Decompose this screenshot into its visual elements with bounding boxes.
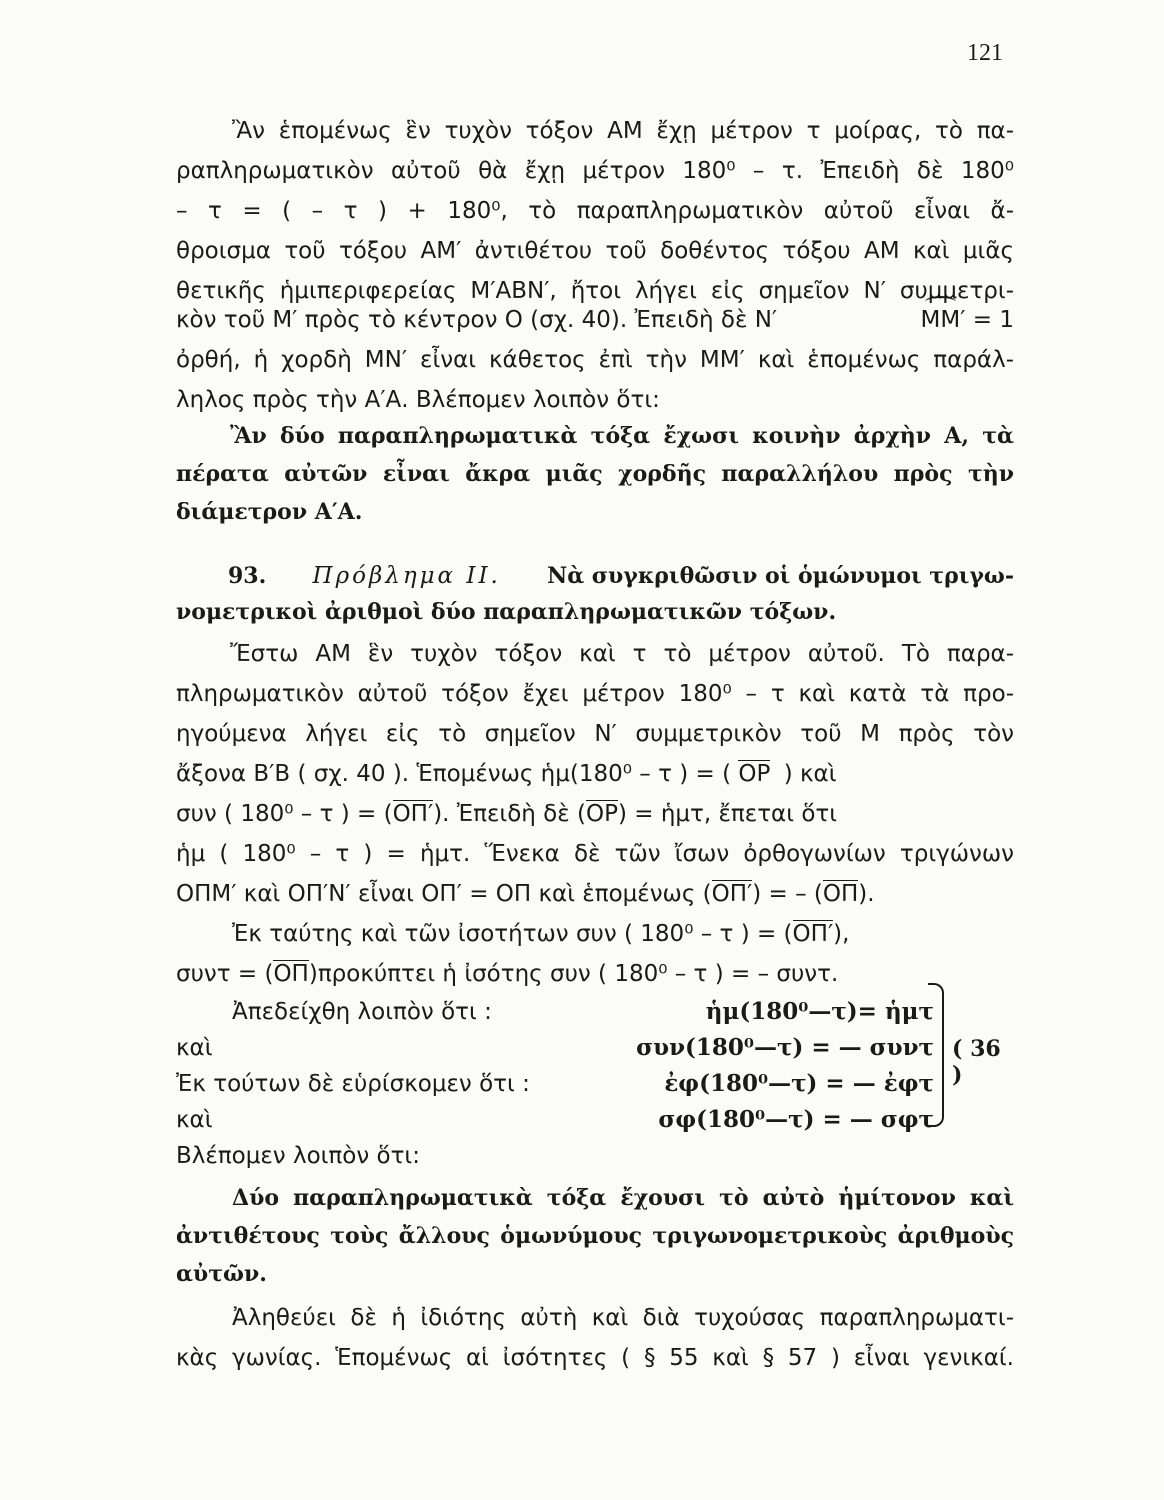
text-line: [232, 916, 1014, 952]
text-span: ΟΠΜ′ καὶ ΟΠ′Ν′ εἶναι ΟΠ′ = ΟΠ καὶ ἑπομένως (: [176, 881, 712, 907]
text-line: κὰς γωνίας. Ἑπομένως αἱ ἰσότητες ( § 55 καὶ § 57 ) εἶναι γενικαί.: [176, 1345, 1014, 1371]
text-span: Ἐκ ταύτης καὶ τῶν ἰσοτήτων συν ( 180⁰ – τ ) = (: [232, 921, 793, 947]
arc-segment: [176, 302, 1014, 338]
overlined-segment: ΟΠ: [822, 881, 859, 907]
overlined-segment: ΟΠ′: [392, 801, 434, 827]
rule-line: Ἂν δύο παραπληρωματικὰ τόξα ἔχωσι κοινὴν ἀρχὴν Α, τὰ: [230, 423, 1014, 449]
text-line: [176, 756, 1014, 792]
overlined-segment: ΟΡ: [585, 801, 618, 827]
text-line: πληρωματικὸν αὐτοῦ τόξον ἔχει μέτρον 180⁰ – τ καὶ κατὰ τὰ προ-: [176, 681, 1014, 707]
text-line: [176, 876, 1014, 912]
formula-label: Ἐκ τούτων δὲ εὑρίσκομεν ὅτι :: [176, 1071, 530, 1097]
rule-line: πέρατα αὐτῶν εἶναι ἄκρα μιᾶς χορδῆς παραλλήλου πρὸς τὴν: [176, 461, 1014, 487]
text-line: ἡμ ( 180⁰ – τ ) = ἡμτ. Ἕνεκα δὲ τῶν ἴσων ὀρθογωνίων τριγώνων: [176, 841, 1014, 867]
text-line: θροισμα τοῦ τόξου ΑΜ′ ἀντιθέτου τοῦ δοθέντος τόξου ΑΜ καὶ μιᾶς: [176, 238, 1014, 264]
overlined-segment: ΟΠ: [273, 961, 309, 987]
rule-line: ἀντιθέτους τοὺς ἄλλους ὁμωνύμους τριγωνομετρικοὺς ἀριθμοὺς: [176, 1223, 1014, 1249]
text-line: Ἀληθεύει δὲ ἡ ἰδιότης αὐτὴ καὶ διὰ τυχούσας παραπληρωματι-: [232, 1305, 1014, 1331]
problem-text: Νὰ συγκριθῶσιν οἱ ὁμώνυμοι τριγω-: [547, 563, 1014, 589]
formula-label: καὶ: [176, 1107, 213, 1133]
text-span: ) = ἡμτ, ἔπεται ὅτι: [617, 801, 838, 827]
text-span: ) = – (: [752, 881, 823, 907]
text-line: Ἔστω ΑΜ ἓν τυχὸν τόξον καὶ τ τὸ μέτρον αὐτοῦ. Τὸ παρα-: [230, 641, 1014, 667]
text-span: )προκύπτει ἡ ἰσότης συν ( 180⁰ – τ ) = – συντ.: [308, 961, 839, 987]
text-line: Ἂν ἑπομένως ἓν τυχὸν τόξον ΑΜ ἔχῃ μέτρον τ μοίρας, τὸ πα-: [232, 118, 1014, 144]
formula: ἡμ(180⁰—τ)= ἡμτ: [705, 998, 934, 1025]
problem-heading: [228, 558, 1014, 594]
text-span: συντ = (: [176, 961, 274, 987]
text-line: θετικῆς ἡμιπεριφερείας Μ′ΑΒΝ′, ἤτοι λήγει εἰς σημεῖον Ν′ συμμετρι-: [176, 278, 1014, 304]
text-span: ἄξονα Β′Β ( σχ. 40 ). Ἑπομένως ἡμ(180⁰ – τ ) = (: [176, 761, 732, 787]
rule-line: Δύο παραπληρωματικὰ τόξα ἔχουσι τὸ αὐτὸ ἡμίτονον καὶ: [232, 1185, 1014, 1211]
problem-label: Πρόβλημα ΙΙ.: [312, 563, 501, 589]
page-number: 121: [967, 40, 1003, 66]
brace: [928, 983, 944, 1127]
text-line: – τ = ( – τ ) + 180⁰, τὸ παραπληρωματικὸν αὐτοῦ εἶναι ἄ-: [176, 198, 1014, 224]
formula: σφ(180⁰—τ) = — σφτ: [658, 1106, 934, 1133]
rule-line: διάμετρον Α′Α.: [176, 499, 363, 525]
formula: ἐφ(180⁰—τ) = — ἐφτ: [664, 1070, 934, 1097]
formula-label: Ἀπεδείχθη λοιπὸν ὅτι :: [232, 999, 492, 1025]
text-span: ),: [833, 921, 850, 947]
overlined-segment: ΟΠ′: [792, 921, 834, 947]
overlined-segment: ΟΡ: [738, 761, 771, 787]
text-line: [176, 956, 1014, 992]
text-span: ′ = 1: [960, 307, 1014, 333]
rule-line: αὐτῶν.: [176, 1261, 267, 1287]
text-line: [176, 796, 1014, 832]
text-span: ).: [858, 881, 875, 907]
text-span: κὸν τοῦ Μ′ πρὸς τὸ κέντρον Ο (σχ. 40). Ἐπειδὴ δὲ Ν′: [176, 307, 778, 333]
text-span: συν ( 180⁰ – τ ) = (: [176, 801, 393, 827]
text-line: ληλος πρὸς τὴν Α′Α. Βλέπομεν λοιπὸν ὅτι:: [176, 387, 660, 413]
formula: συν(180⁰—τ) = — συντ: [636, 1034, 934, 1061]
equation-number: ( 36 ): [952, 1036, 1001, 1088]
arc-label: ΜΜ: [921, 302, 961, 338]
text-span: ) καὶ: [783, 761, 837, 787]
formula-label: καὶ: [176, 1035, 213, 1061]
problem-number: 93.: [228, 563, 267, 589]
text-line: ραπληρωματικὸν αὐτοῦ θὰ ἔχῃ μέτρον 180⁰ – τ. Ἐπειδὴ δὲ 180⁰: [176, 158, 1014, 184]
text-line: Βλέπομεν λοιπὸν ὅτι:: [176, 1143, 420, 1169]
text-line: ὀρθή, ἡ χορδὴ ΜΝ′ εἶναι κάθετος ἐπὶ τὴν ΜΜ′ καὶ ἑπομένως παράλ-: [176, 347, 1014, 373]
overlined-segment: ΟΠ′: [711, 881, 753, 907]
text-line: ηγούμενα λήγει εἰς τὸ σημεῖον Ν′ συμμετρικὸν τοῦ Μ πρὸς τὸν: [176, 721, 1014, 747]
text-span: ). Ἐπειδὴ δὲ (: [433, 801, 586, 827]
problem-text: νομετρικοὶ ἀριθμοὶ δύο παραπληρωματικῶν τόξων.: [176, 599, 837, 625]
